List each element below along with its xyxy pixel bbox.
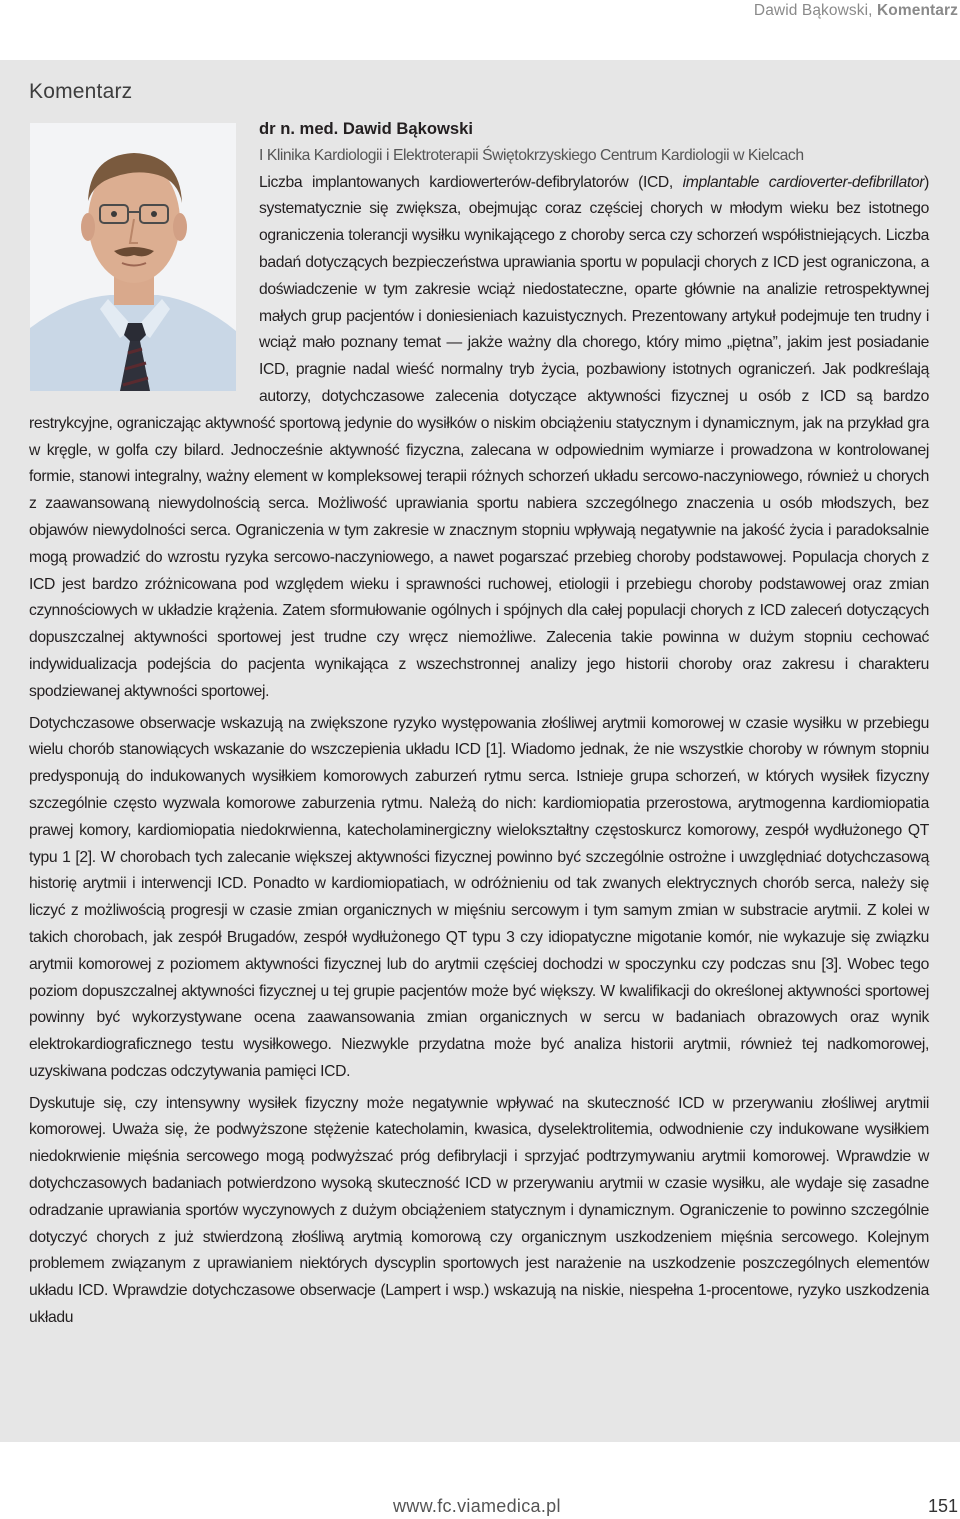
page-number: 151	[927, 1496, 958, 1516]
paragraph-1-rest: ) systematycznie się zwiększa, obejmując coraz częściej chorych w młodym wieku bez istotnego ograniczenia tolerancji wysiłku wynikającego z choroby serca czy schorzeń współistniejących. Liczba badań dotyczących bezpieczeństwa uprawiania sportu w populacji chorych z ICD jest ograniczona, a doświadczenie w tym zakresie wciąż niedostateczne, oparte głównie na analizie retrospektywnej małych grup pacjentów i doniesieniach kazuistycznych. Prezentowany artykuł podejmuje ten trudny i wciąż mało poznany temat — jakże ważny dla chorego, który mimo „piętna”, jakim jest posiadanie ICD, pragnie nadal wieść normalny tryb życia, pozbawiony istotnych ograniczeń. Jak podkreślają autorzy, dotychczasowe zalecenia dotyczące aktywności fizycznej u osób z ICD są bardzo restrykcyjne, ograniczając aktywność sportową jedynie do wysiłków o niskim obciążeniu statycznym i dynamicznym, jak na przykład gra w kręgle, w golfa czy bilard. Jednocześnie aktywność fizyczna, zalecana w odpowiednim wymiarze i prowadzona w kontrolowanej formie, stanowi integralny, ważny element w kompleksowej terapii różnych schorzeń układu sercowo-naczyniowego, również u chorych z zaawansowaną niewydolnością serca. Możliwość uprawiania sportu nabiera szczególnego znaczenia u osób młodszych, bez objawów niewydolności serca. Ograniczenia w tym zakresie w znacznym stopniu wpływają negatywnie na jakość życia i paradoksalnie mogą prowadzić do wzrostu ryzyka sercowo-naczyniowego, a nawet pogarszać przebieg choroby podstawowej. Populacja chorych z ICD jest bardzo zróżnicowana pod względem wieku i sprawności ruchowej, etiologii i przebiegu choroby podstawowej oraz zmian czynnościowych w układzie krążenia. Zatem sformułowanie ogólnych i spójnych dla całej populacji chorych z ICD zaleceń dotyczących dopuszczalnej aktywności sportowej jest trudne czy wręcz niemożliwe. Zalecenia takie powinna w dużym stopniu cechować indywidualizacja podejścia do pacjenta wynikająca z wszechstronnej analizy jego historii choroby oraz zakresu i charakteru spodziewanej aktywności sportowej.	[29, 173, 929, 700]
running-header	[0, 0, 960, 24]
footer-url[interactable]: www.fc.viamedica.pl	[393, 1496, 561, 1516]
article-body	[29, 116, 929, 1337]
running-header-author: Dawid Bąkowski,	[753, 2, 873, 19]
paragraph-1-start: Liczba implantowanych kardiowerterów-defibrylatorów (ICD,	[259, 173, 683, 191]
running-header-section: Komentarz	[877, 2, 958, 19]
section-title: Komentarz	[29, 80, 133, 103]
photo-spacer	[29, 116, 259, 408]
author-name: dr n. med. Dawid Bąkowski	[259, 119, 473, 138]
paragraph-2: Dotychczasowe obserwacje wskazują na zwiększone ryzyko występowania złośliwej arytmii komorowej w czasie wysiłku w przebiegu wielu chorób stanowiących wskazanie do wszczepienia układu ICD [1]. Wiadomo jednak, że nie wszystkie choroby w równym stopniu predysponują do indukowanych wysiłkiem komorowych zaburzeń rytmu serca. Istnieje grupa schorzeń, w których wysiłek fizyczny szczególnie często wyzwala komorowe zaburzenia rytmu. Należą do nich: kardiomiopatia przerostowa, arytmogenna kardiomiopatia prawej komory, kardiomiopatia niedokrwienna, katecholaminergiczny wielokształtny częstoskurcz komorowy, zespół wydłużonego QT typu 1 [2]. W chorobach tych zalecanie większej aktywności fizycznej powinno być szczególnie ostrożne i uwzględniać dotychczasową historię arytmii i interwencji ICD. Ponadto w kardiomiopatiach, w odróżnieniu od tak zwanych elektrycznych chorób serca, należy się liczyć z możliwością progresji w czasie zmian organicznych w mięśniu sercowym i tym samym zmian w substracie arytmii. Z kolei w takich chorobach, jak zespół Brugadów, zespół wydłużonego QT typu 3 czy idiopatyczne migotanie komór, nie wykazuje się związku arytmii komorowej z poziomem aktywności fizycznej lub do arytmii częściej dochodzi w spoczynku czy podczas snu [3]. Wobec tego poziom dopuszczalnej aktywności fizycznej u tej grupie pacjentów może być większy. W kwalifikacji do określonej aktywności sportowej powinny być wykorzystywane ocena zaawansowania zmian organicznych w sercu w badaniach obrazowych oraz wynik elektrokardiograficznego testu wysiłkowego. Niezwykle przydatna może być analiza historii arytmii, również tej nadkomorowej, uzyskiwana podczas odczytywania pamięci ICD.	[29, 714, 929, 1080]
author-affiliation: I Klinika Kardiologii i Elektroterapii Świętokrzyskiego Centrum Kardiologii w Kielcach	[259, 146, 804, 164]
paragraph-3: Dyskutuje się, czy intensywny wysiłek fizyczny może negatywnie wpływać na skuteczność ICD w przerywaniu złośliwej arytmii komorowej. Uważa się, że podwyższone stężenie katecholamin, kwasica, dyselektrolitemia, odwodnienie czy indukowane wysiłkiem niedokrwienie mięśnia sercowego mogą podwyższać próg defibrylacji i sprzyjać podtrzymywaniu arytmii komorowej. Wprawdzie w dotychczasowych badaniach potwierdzono wysoką skuteczność ICD w przerywaniu arytmii w czasie wysiłku, ale wydaje się zasadne odradzanie uprawiania sportów wyczynowych z dużym obciążeniem statycznym i dynamicznym. Ograniczenie to powinno szczególnie dotyczyć chorych z już stwierdzoną złośliwą arytmią komorową czy organicznym uszkodzeniem mięśnia sercowego. Kolejnym problemem związanym z uprawianiem niektórych dyscyplin sportowych jest narażenie na uszkodzenie poszczególnych elementów układu ICD. Wprawdzie dotychczasowe obserwacje (Lampert i wsp.) wskazują na niskie, niespełna 1-procentowe, ryzyko uszkodzenia układu	[29, 1094, 929, 1327]
paragraph-1-term: implantable cardioverter-defibrillator	[682, 173, 925, 191]
